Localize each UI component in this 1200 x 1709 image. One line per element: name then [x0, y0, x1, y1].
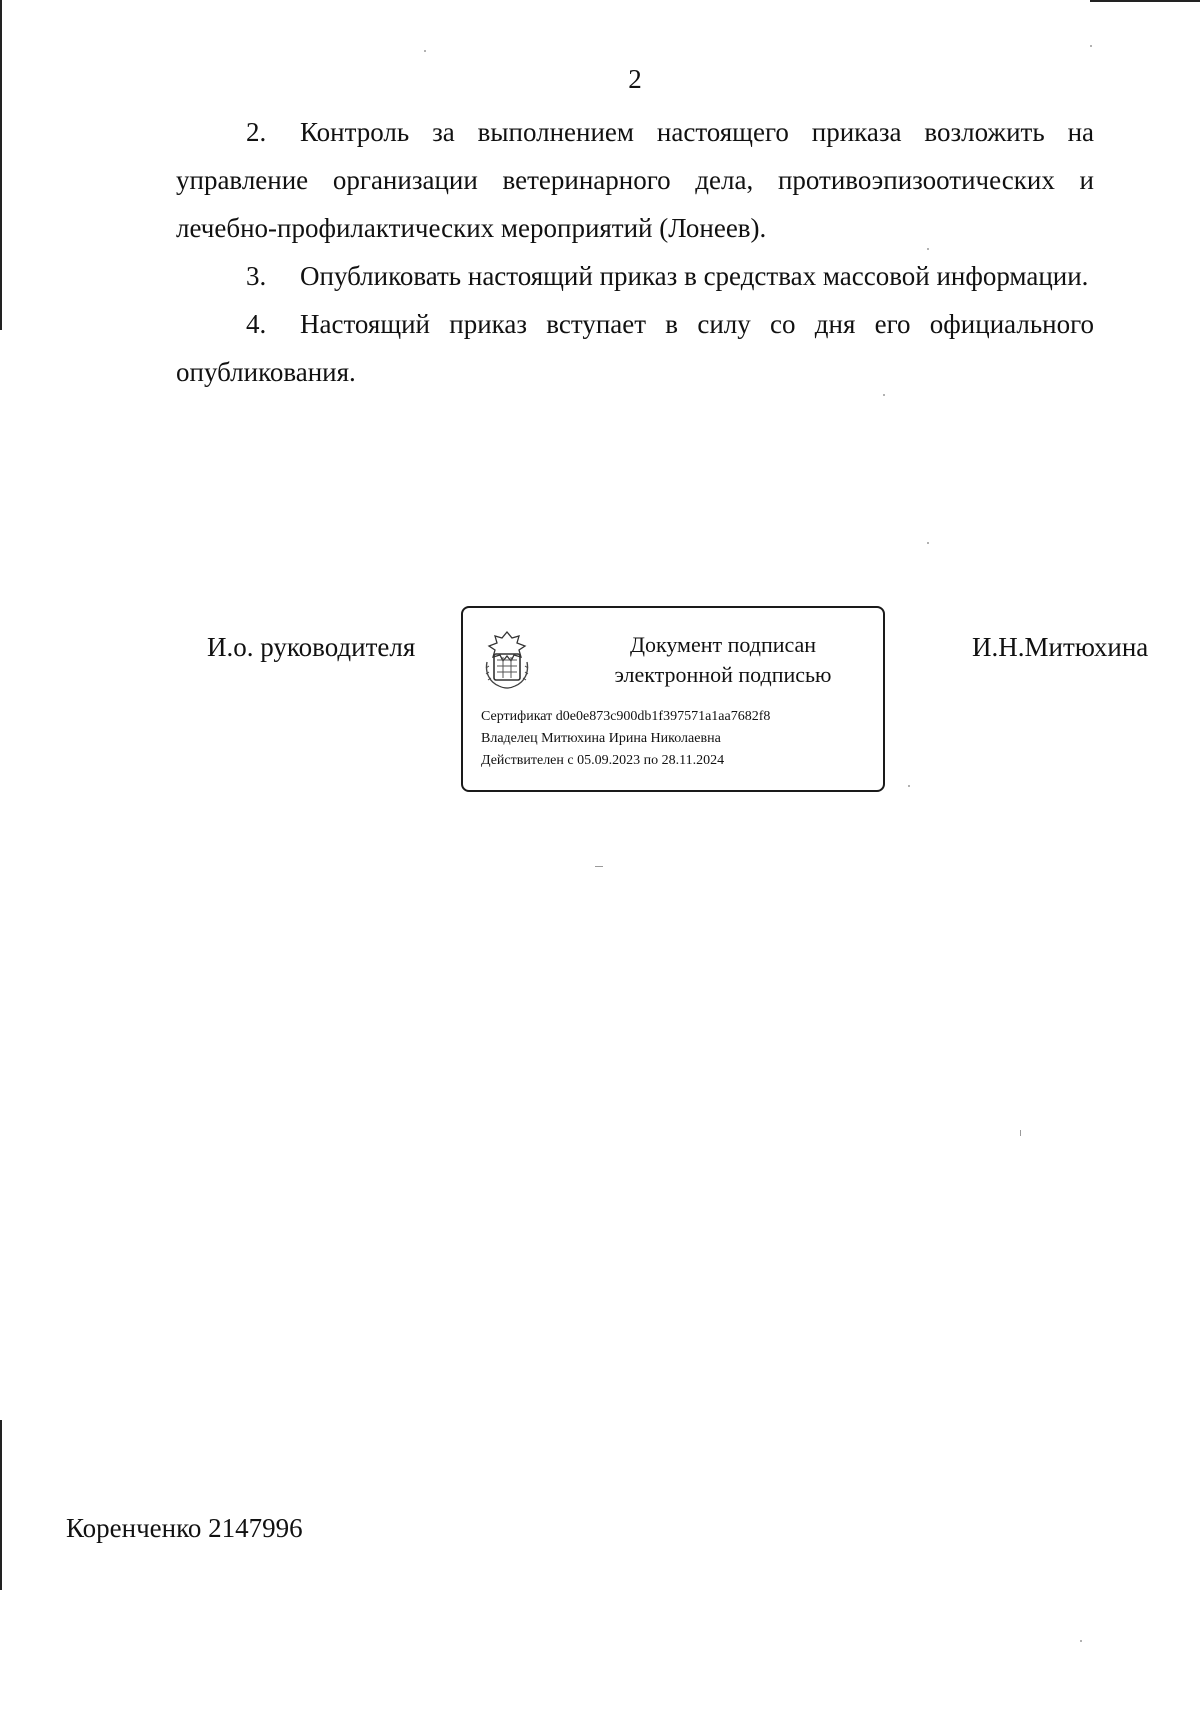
stamp-details	[481, 706, 770, 772]
stamp-owner: Владелец Митюхина Ирина Николаевна	[481, 731, 721, 746]
paragraph-4	[176, 300, 1094, 396]
stamp-title-line2: электронной подписью	[614, 662, 832, 687]
scan-edge-left-top	[0, 0, 2, 330]
coat-of-arms-icon	[481, 626, 533, 690]
order-body	[176, 108, 1094, 396]
paragraph-number: 4.	[246, 309, 267, 339]
scan-edge-top-right	[1090, 0, 1200, 2]
paragraph-text: Контроль за выполнением настоящего приказа возложить на управление организации ветеринарного дела, противоэпизоотических и лечебно-профилактических мероприятий (Лонеев).	[176, 117, 1094, 243]
electronic-signature-stamp	[461, 606, 885, 792]
scan-speck	[1090, 45, 1092, 47]
scan-speck	[1080, 1640, 1082, 1642]
paragraph-text: Настоящий приказ вступает в силу со дня его официального опубликования.	[176, 309, 1094, 387]
executor-info: Коренченко 2147996	[66, 1513, 303, 1543]
stamp-title	[583, 630, 863, 690]
scan-speck	[424, 50, 426, 52]
page-number: 2	[628, 64, 642, 94]
paragraph-number: 2.	[246, 117, 267, 147]
signatory-role: И.о. руководителя	[207, 632, 416, 662]
stamp-certificate: Сертификат d0e0e873c900db1f397571a1aa7682f8	[481, 709, 771, 724]
scan-speck	[1020, 1130, 1021, 1136]
stamp-title-line1: Документ подписан	[629, 632, 817, 657]
scan-speck	[595, 866, 603, 867]
paragraph-number: 3.	[246, 261, 267, 291]
signature-block	[0, 606, 1200, 796]
paragraph-3	[176, 252, 1094, 300]
scan-edge-left-bottom	[0, 1420, 2, 1590]
stamp-validity: Действителен с 05.09.2023 по 28.11.2024	[481, 753, 725, 768]
paragraph-text: Опубликовать настоящий приказ в средствах массовой информации.	[300, 261, 1089, 291]
scan-speck	[927, 542, 929, 544]
paragraph-2	[176, 108, 1094, 252]
signatory-name: И.Н.Митюхина	[972, 632, 1149, 662]
